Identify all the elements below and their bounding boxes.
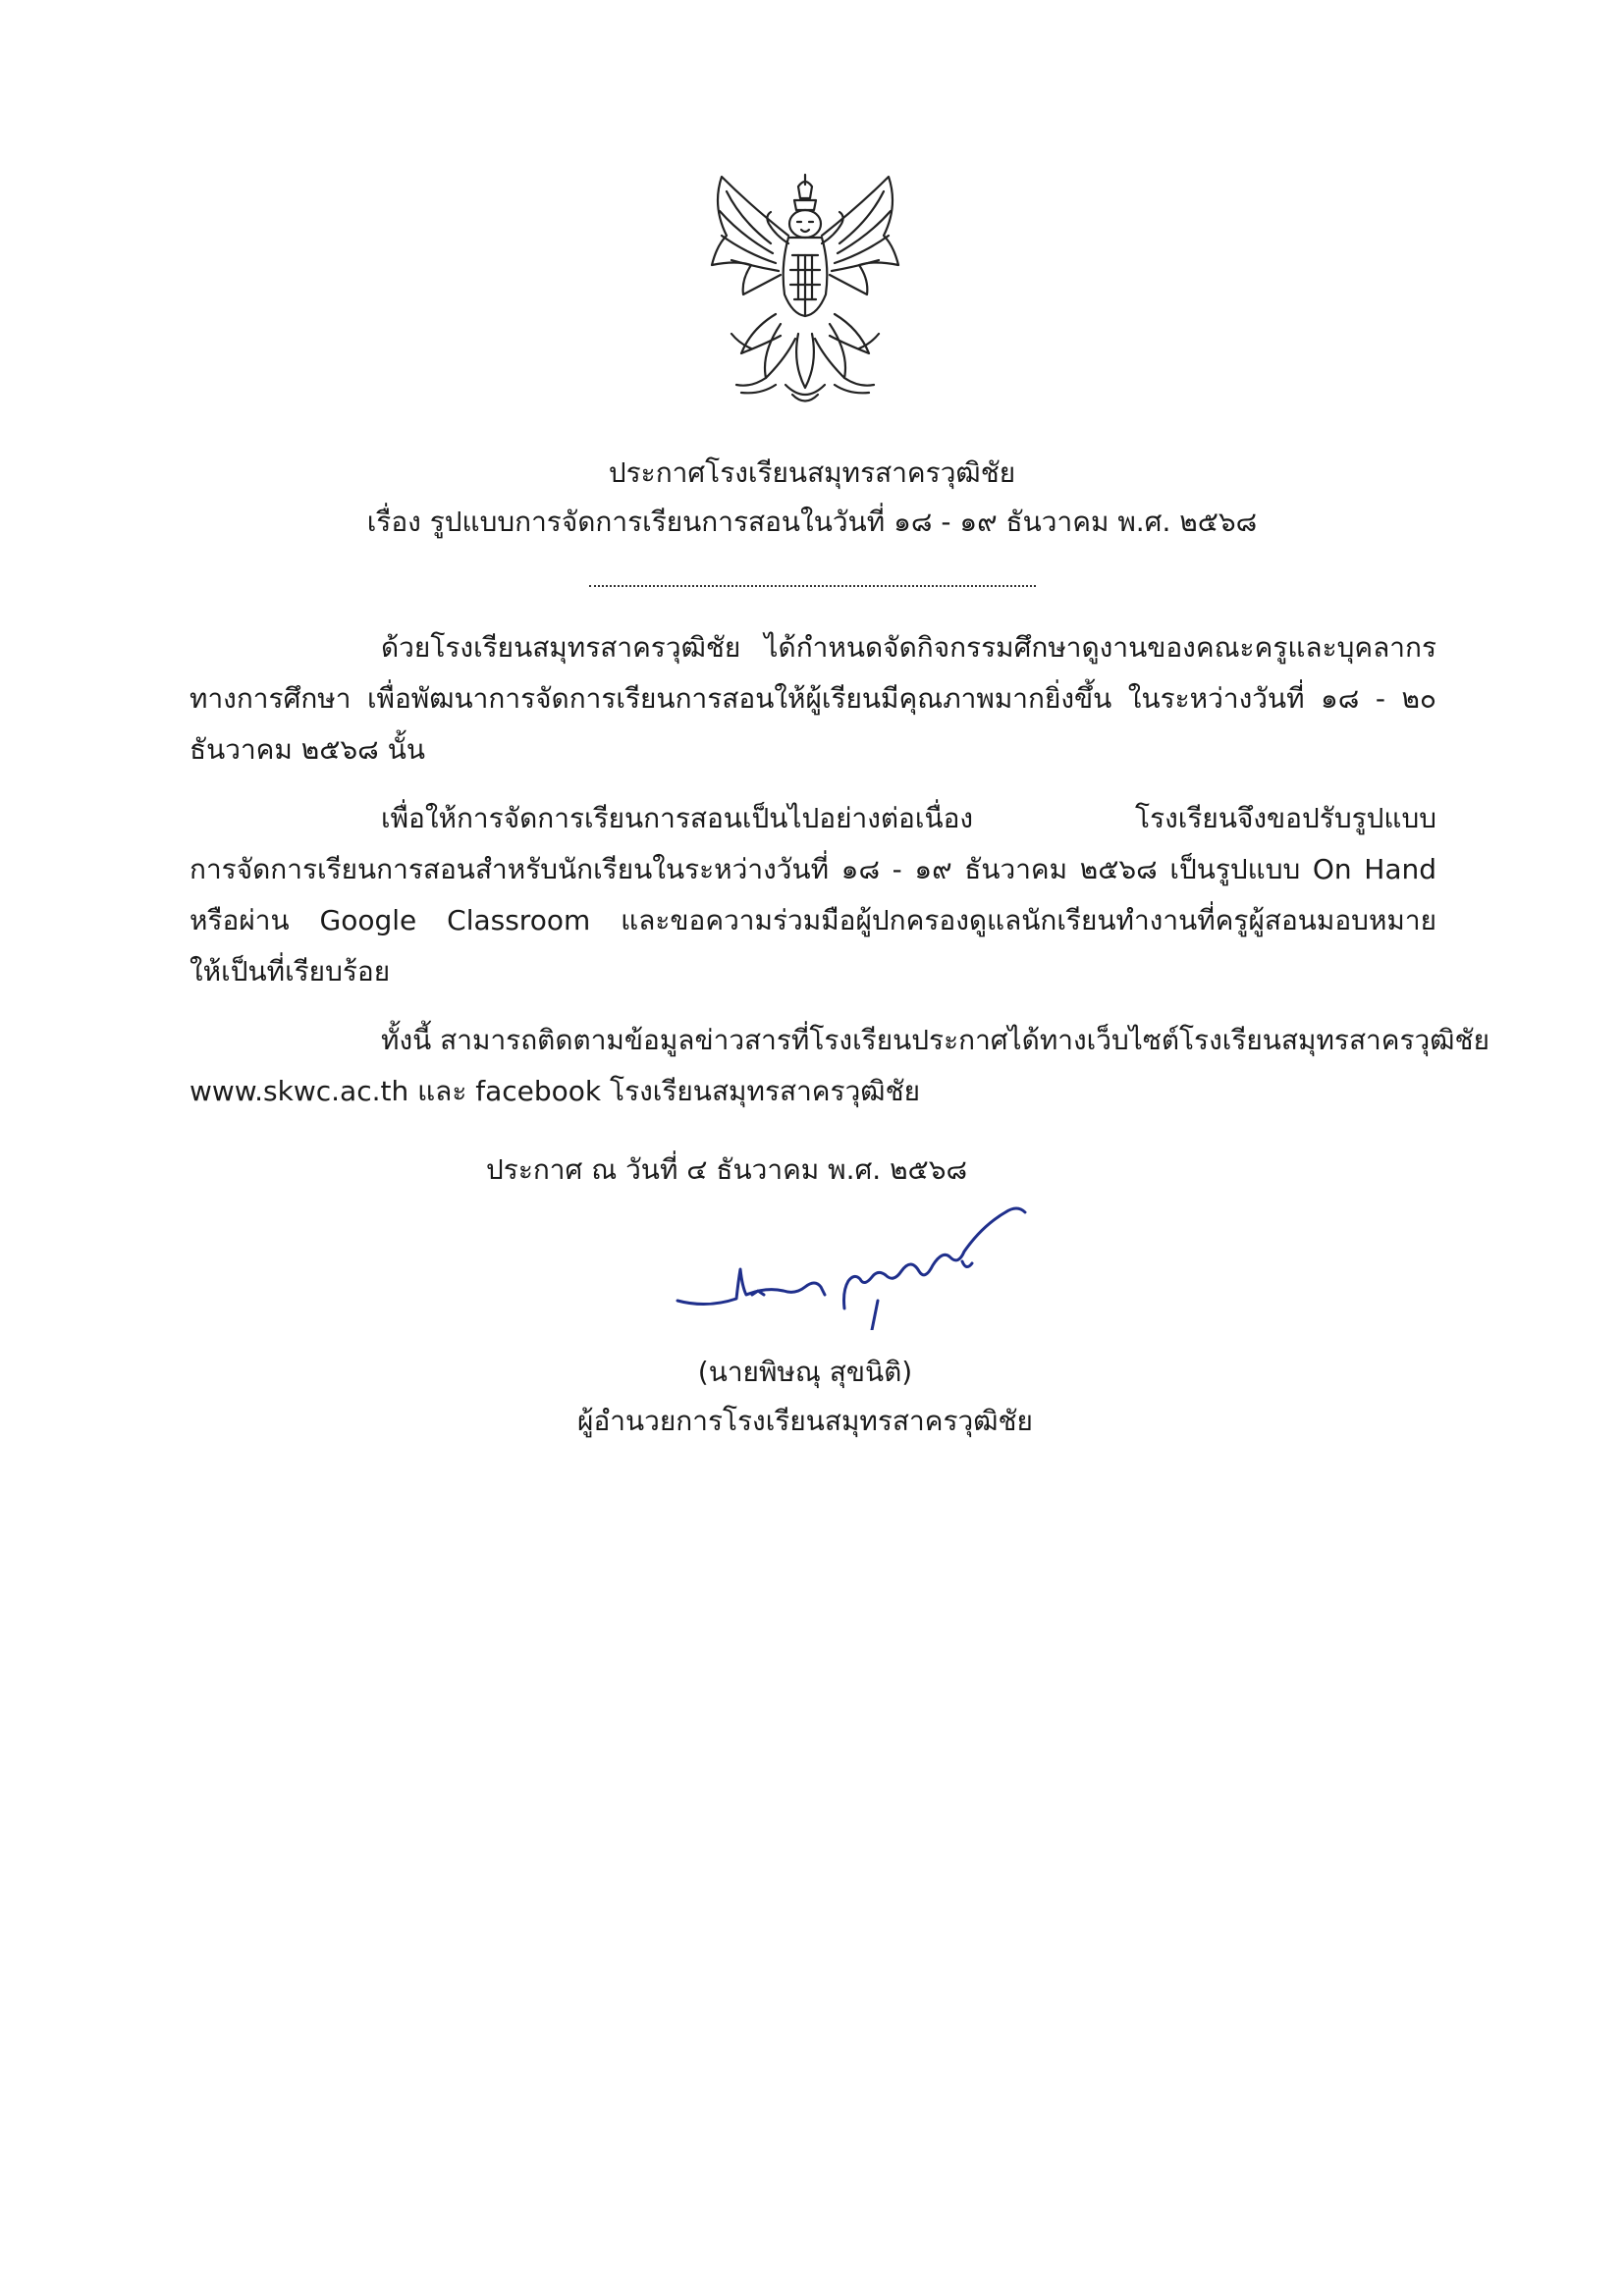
paragraph-line: ธันวาคม ๒๕๖๘ นั้น: [189, 733, 425, 766]
announcement-subject: เรื่อง รูปแบบการจัดการเรียนการสอนในวันที่ ๑๘ - ๑๙ ธันวาคม พ.ศ. ๒๕๖๘: [366, 506, 1258, 538]
announcement-title: ประกาศโรงเรียนสมุทรสาครวุฒิชัย: [608, 456, 1016, 489]
paragraph-line: เพื่อให้การจัดการเรียนการสอนเป็นไปอย่างต่อเนื่อง โรงเรียนจึงขอปรับรูปแบบ: [381, 802, 1436, 834]
signer-position: ผู้อำนวยการโรงเรียนสมุทรสาครวุฒิชัย: [577, 1405, 1033, 1437]
body-paragraph: [189, 1015, 1489, 1117]
header-divider: [589, 585, 1036, 587]
body-paragraph: [189, 622, 1436, 775]
paragraph-line: การจัดการเรียนการสอนสำหรับนักเรียนในระหว่างวันที่ ๑๘ - ๑๙ ธันวาคม ๒๕๖๘ เป็นรูปแบบ On Hand: [189, 853, 1436, 885]
garuda-emblem-icon: [682, 167, 928, 412]
paragraph-line: ด้วยโรงเรียนสมุทรสาครวุฒิชัย ได้กำหนดจัดกิจกรรมศึกษาดูงานของคณะครูและบุคลากร: [381, 631, 1436, 664]
paragraph-line: ให้เป็นที่เรียบร้อย: [189, 955, 391, 988]
paragraph-line: ทางการศึกษา เพื่อพัฒนาการจัดการเรียนการสอนให้ผู้เรียนมีคุณภาพมากยิ่งขึ้น ในระหว่างวันที่ ๑๘ - ๒๐: [189, 682, 1436, 715]
signer-name: (นายพิษณุ สุขนิติ): [697, 1356, 913, 1388]
paragraph-line: หรือผ่าน Google Classroom และขอความร่วมมือผู้ปกครองดูแลนักเรียนทำงานที่ครูผู้สอนมอบหมาย: [189, 904, 1436, 936]
paragraph-line: ทั้งนี้ สามารถติดตามข้อมูลข่าวสารที่โรงเรียนประกาศได้ทางเว็บไซต์โรงเรียนสมุทรสาครวุฒิชัย: [381, 1024, 1489, 1056]
paragraph-line: www.skwc.ac.th และ facebook โรงเรียนสมุทรสาครวุฒิชัย: [189, 1075, 920, 1107]
signature-icon: [668, 1193, 1060, 1330]
body-paragraph: [189, 793, 1436, 997]
announcement-date: ประกาศ ณ วันที่ ๔ ธันวาคม พ.ศ. ๒๕๖๘: [486, 1153, 968, 1186]
